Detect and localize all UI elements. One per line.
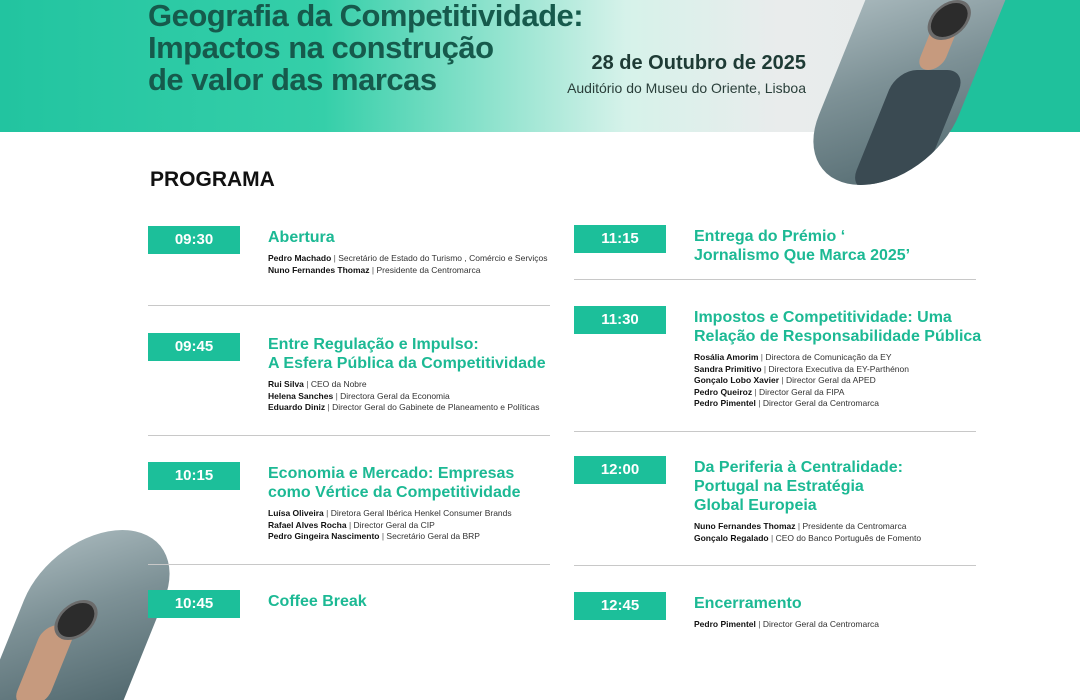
speaker-role: Directora Executiva da EY-Parthénon	[768, 363, 909, 374]
speaker-role: CEO da Nobre	[310, 379, 367, 389]
session-title	[268, 464, 568, 502]
speaker-role: Diretora Geral Ibérica Henkel Consumer Brands	[330, 508, 512, 518]
speaker-name: Gonçalo Lobo Xavier	[694, 375, 780, 385]
session-title	[268, 228, 568, 247]
speaker-row: Nuno Fernandes Thomaz | Presidente da Centromarca	[268, 264, 481, 275]
speaker-row: Luísa Oliveira | Diretora Geral Ibérica Henkel Consumer Brands	[268, 508, 512, 518]
session-title-line: Entrega do Prémio ‘	[694, 228, 846, 245]
session-title-line: Encerramento	[694, 595, 802, 612]
speaker-name: Rafael Alves Rocha	[268, 519, 347, 530]
speaker-role: Directora de Comunicação da EY	[765, 352, 892, 362]
speaker-row: Rosália Amorim | Directora de Comunicação da EY	[694, 352, 892, 362]
session-time: 12:45	[574, 592, 666, 620]
session-title	[694, 227, 994, 265]
session-time: 12:00	[574, 456, 666, 484]
session-speakers	[694, 352, 909, 410]
speaker-row: Gonçalo Lobo Xavier | Director Geral da APED	[694, 375, 876, 385]
speaker-row: Pedro Queiroz | Director Geral da FIPA	[694, 386, 845, 397]
speaker-name: Helena Sanches	[268, 390, 334, 401]
speaker-name: Pedro Pimentel	[694, 398, 756, 408]
session-title-line: Entre Regulação e Impulso:	[268, 336, 479, 353]
session-divider	[574, 279, 976, 280]
speaker-name: Rui Silva	[268, 379, 304, 389]
event-venue: Auditório do Museu do Oriente, Lisboa	[567, 80, 806, 96]
speaker-row: Helena Sanches | Directora Geral da Economia	[268, 390, 450, 401]
speaker-role: Secretário Geral da BRP	[386, 531, 480, 541]
speaker-row: Sandra Primitivo | Directora Executiva da EY-Parthénon	[694, 363, 909, 374]
speaker-row: Rui Silva | CEO da Nobre	[268, 379, 367, 389]
compass-icon	[48, 600, 104, 640]
speaker-role: Director Geral da Centromarca	[762, 398, 880, 408]
session-time: 10:15	[148, 462, 240, 490]
session-title-line: Da Periferia à Centralidade:	[694, 459, 903, 476]
session-title	[694, 594, 994, 613]
speaker-role: Director Geral da FIPA	[759, 386, 845, 397]
session-title-line: A Esfera Pública da Competitividade	[268, 355, 546, 372]
event-title-line: Impactos na construção	[148, 30, 494, 65]
speaker-row: Pedro Machado | Secretário de Estado do Turismo , Comércio e Serviços	[268, 253, 548, 263]
session-title-line: Abertura	[268, 229, 335, 246]
session-title-line: como Vértice da Competitividade	[268, 484, 521, 501]
session-time: 09:45	[148, 333, 240, 361]
programa-heading: PROGRAMA	[150, 168, 275, 191]
speaker-name: Pedro Gingeira Nascimento	[268, 531, 380, 541]
speaker-role: Secretário de Estado do Turismo , Comércio e Serviços	[338, 253, 548, 263]
session-time: 10:45	[148, 590, 240, 618]
session-title-line: Economia e Mercado: Empresas	[268, 465, 515, 482]
compass-icon	[921, 0, 977, 40]
session-title	[268, 335, 568, 373]
session-time: 09:30	[148, 226, 240, 254]
session-speakers	[268, 379, 540, 414]
speaker-role: CEO do Banco Português de Fomento	[775, 532, 922, 543]
speaker-name: Pedro Queiroz	[694, 386, 753, 397]
speaker-name: Pedro Machado	[268, 253, 332, 263]
speaker-name: Sandra Primitivo	[694, 363, 762, 374]
speaker-role: Director Geral da CIP	[353, 519, 435, 530]
speaker-row: Nuno Fernandes Thomaz | Presidente da Centromarca	[694, 521, 907, 531]
speaker-name: Gonçalo Regalado	[694, 532, 769, 543]
speaker-row: Eduardo Diniz | Director Geral do Gabinete de Planeamento e Políticas	[268, 402, 540, 412]
session-time: 11:30	[574, 306, 666, 334]
speaker-row: Pedro Pimentel | Director Geral da Centromarca	[694, 619, 880, 629]
session-title-line: Relação de Responsabilidade Pública	[694, 328, 982, 345]
speaker-name: Eduardo Diniz	[268, 402, 326, 412]
session-title-line: Portugal na Estratégia	[694, 478, 864, 495]
session-speakers	[268, 508, 512, 543]
speaker-role: Presidente da Centromarca	[802, 521, 907, 531]
speaker-name: Pedro Pimentel	[694, 619, 756, 629]
session-title-line: Impostos e Competitividade: Uma	[694, 309, 952, 326]
speaker-row: Gonçalo Regalado | CEO do Banco Português de Fomento	[694, 532, 922, 543]
event-title-line: Geografia da Competitividade:	[148, 0, 584, 33]
session-title	[694, 458, 994, 515]
session-title	[694, 308, 994, 346]
event-title-line: de valor das marcas	[148, 62, 437, 97]
event-date: 28 de Outubro de 2025	[591, 52, 806, 74]
session-title-line: Global Europeia	[694, 497, 817, 514]
speaker-name: Rosália Amorim	[694, 352, 759, 362]
speaker-name: Luísa Oliveira	[268, 508, 324, 518]
speaker-row: Pedro Pimentel | Director Geral da Centromarca	[694, 398, 880, 408]
speaker-role: Presidente da Centromarca	[376, 264, 481, 275]
session-speakers	[268, 253, 548, 276]
session-speakers	[694, 521, 921, 544]
speaker-name: Nuno Fernandes Thomaz	[694, 521, 796, 531]
speaker-row: Rafael Alves Rocha | Director Geral da CIP	[268, 519, 435, 530]
session-divider	[148, 435, 550, 436]
session-divider	[148, 305, 550, 306]
speaker-role: Director Geral da APED	[785, 375, 876, 385]
session-divider	[574, 431, 976, 432]
session-time: 11:15	[574, 225, 666, 253]
session-divider	[574, 565, 976, 566]
session-title-line: Coffee Break	[268, 593, 367, 610]
session-title	[268, 592, 568, 611]
session-speakers	[694, 619, 879, 631]
session-divider	[148, 564, 550, 565]
speaker-row: Pedro Gingeira Nascimento | Secretário Geral da BRP	[268, 531, 480, 541]
speaker-role: Director Geral da Centromarca	[762, 619, 880, 629]
speaker-name: Nuno Fernandes Thomaz	[268, 264, 370, 275]
speaker-role: Director Geral do Gabinete de Planeamento e Políticas	[332, 402, 540, 412]
session-title-line: Jornalismo Que Marca 2025’	[694, 247, 911, 264]
speaker-role: Directora Geral da Economia	[340, 390, 450, 401]
